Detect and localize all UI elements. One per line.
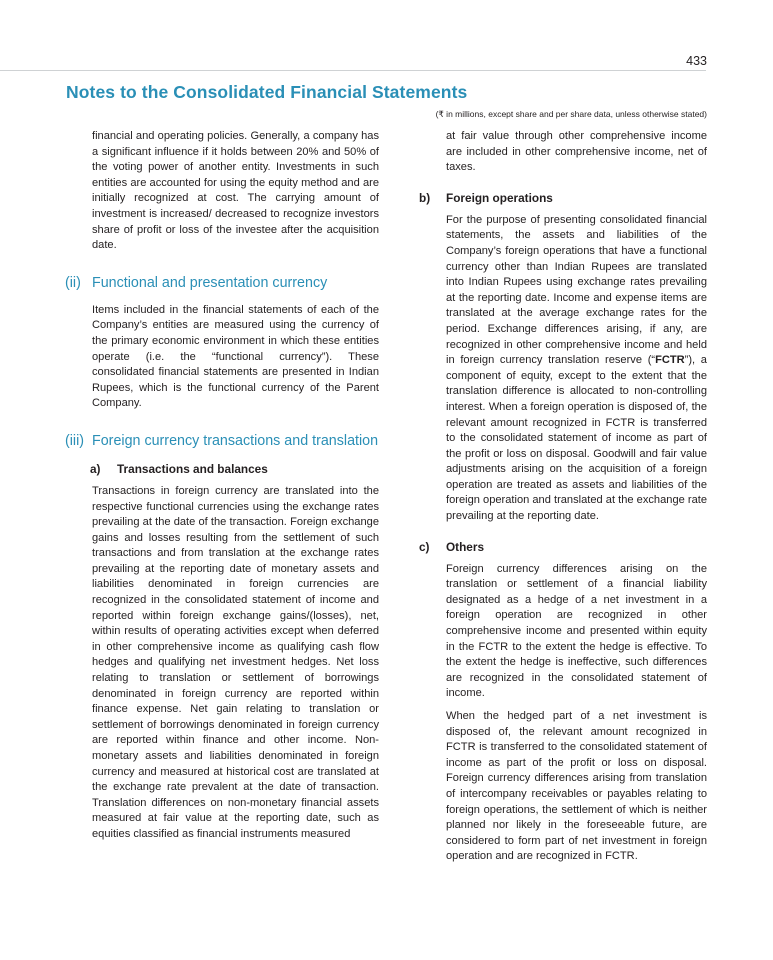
others-paragraph-1: Foreign currency differences arising on the translation or settlement of a financial liability designated as a hedge of a net investment in a foreign operation are recognized in other comprehensive income and presented within equity in the FCTR to the extent the hedge is effective. To the extent the hedge is ineffective, such differences are recognized in the consolidated statement of income. [446, 562, 707, 700]
section-heading-functional-currency [65, 274, 379, 293]
header-divider [0, 70, 706, 71]
subheading-foreign-operations [419, 190, 707, 206]
intro-paragraph: financial and operating policies. Generally, a company has a significant influence if it holds between 20% and 50% of the voting power of another entity. Investments in such entities are accounted for using the equity method and are initially recognized at cost. The carrying amount of investment is increased/ decreased to recognize investors share of profit or loss of the investee after the acquisition date. [92, 130, 379, 252]
subsection-title: Transactions and balances [117, 461, 268, 476]
foreign-operations-paragraph [446, 213, 707, 525]
paragraph-text: For the purpose of presenting consolidated financial statements, the assets and liabilities of the Company’s foreign operations that have a functional currency other than Indian Rupees are translated into Indian Rupees using exchange rates prevailing at the reporting date. Income and expense items are translated at the average exchange rates for the period. Exchange differences arising, if any, are recognized in other comprehensive income and held in foreign currency translation reserve (“ [446, 213, 707, 367]
section-title: Foreign currency transactions and translation [92, 432, 379, 449]
page-title: Notes to the Consolidated Financial Statements [66, 82, 468, 102]
section-title: Functional and presentation currency [92, 274, 328, 291]
subheading-transactions-balances [90, 461, 379, 477]
fctr-term: FCTR [655, 354, 685, 367]
subheading-others [419, 539, 707, 555]
functional-currency-paragraph: Items included in the financial statements of each of the Company’s entities are measured using the currency of the primary economic environment in which these entities operate (i.e. the “functional currency”). These consolidated financial statements are presented in Indian Rupees, which is the functional currency of the Parent Company. [92, 303, 379, 410]
paragraph-gap [446, 702, 707, 709]
subsection-number: c) [419, 539, 430, 554]
paragraph-text: ”), a component of equity, except to the extent that the translation difference is allocated to non-controlling interest. When a foreign operation is disposed of, the relevant amount recognized in FCTR is transferred to the consolidated statement of income as part of the profit or loss on disposal. Goodwill and fair value adjustments arising on the acquisition of a foreign operation are treated as assets and liabilities of the foreign operation and translated at the exchange rate prevailing at the reporting date. [446, 354, 707, 523]
units-note: (₹ in millions, except share and per share data, unless otherwise stated) [435, 109, 707, 119]
section-number: (ii) [65, 274, 81, 291]
subsection-number: b) [419, 190, 431, 205]
section-number: (iii) [65, 432, 85, 449]
others-paragraph-2: When the hedged part of a net investment is disposed of, the relevant amount recognized in FCTR is transferred to the consolidated statement of income as part of the profit or loss on disposal. Foreign currency differences arising from translation of intercompany receivables or payables relating to foreign operations, the settlement of which is neither planned nor likely in the foreseeable future, are considered to form part of net investment in foreign operation and are recognized in FCTR. [446, 710, 707, 863]
subsection-title: Others [446, 539, 485, 554]
subsection-title: Foreign operations [446, 190, 553, 205]
left-column [65, 129, 379, 843]
subsection-number: a) [90, 461, 101, 476]
right-column [419, 129, 707, 865]
continued-paragraph: at fair value through other comprehensive income are included in other comprehensive income, net of taxes. [446, 130, 707, 174]
section-heading-foreign-currency [65, 432, 379, 451]
page-number: 433 [686, 54, 707, 68]
transactions-balances-paragraph: Transactions in foreign currency are translated into the respective functional currencies using the exchange rates prevailing at the date of the transaction. Foreign exchange gains and losses resulting from the settlement of such transactions and from translation at the exchange rates prevailing at the reporting date of monetary assets and liabilities denominated in foreign currencies are recognized in the consolidated statement of income and reported within foreign exchange gains/(losses), net, within results of operating activities except when deferred in other comprehensive income as qualifying cash flow hedges and qualifying net investment hedges. Net loss relating to translation or settlement of borrowings denominated in foreign currency are reported within finance expense. Net gain relating to translation or settlement of borrowings denominated in foreign currency are reported within finance and other income. Non-monetary assets and liabilities denominated in foreign currency and measured at historical cost are translated at the exchange rate prevalent at the date of transaction. Translation differences on non-monetary financial assets measured at fair value at the reporting date, such as equities classified as financial instruments measured [92, 484, 379, 840]
